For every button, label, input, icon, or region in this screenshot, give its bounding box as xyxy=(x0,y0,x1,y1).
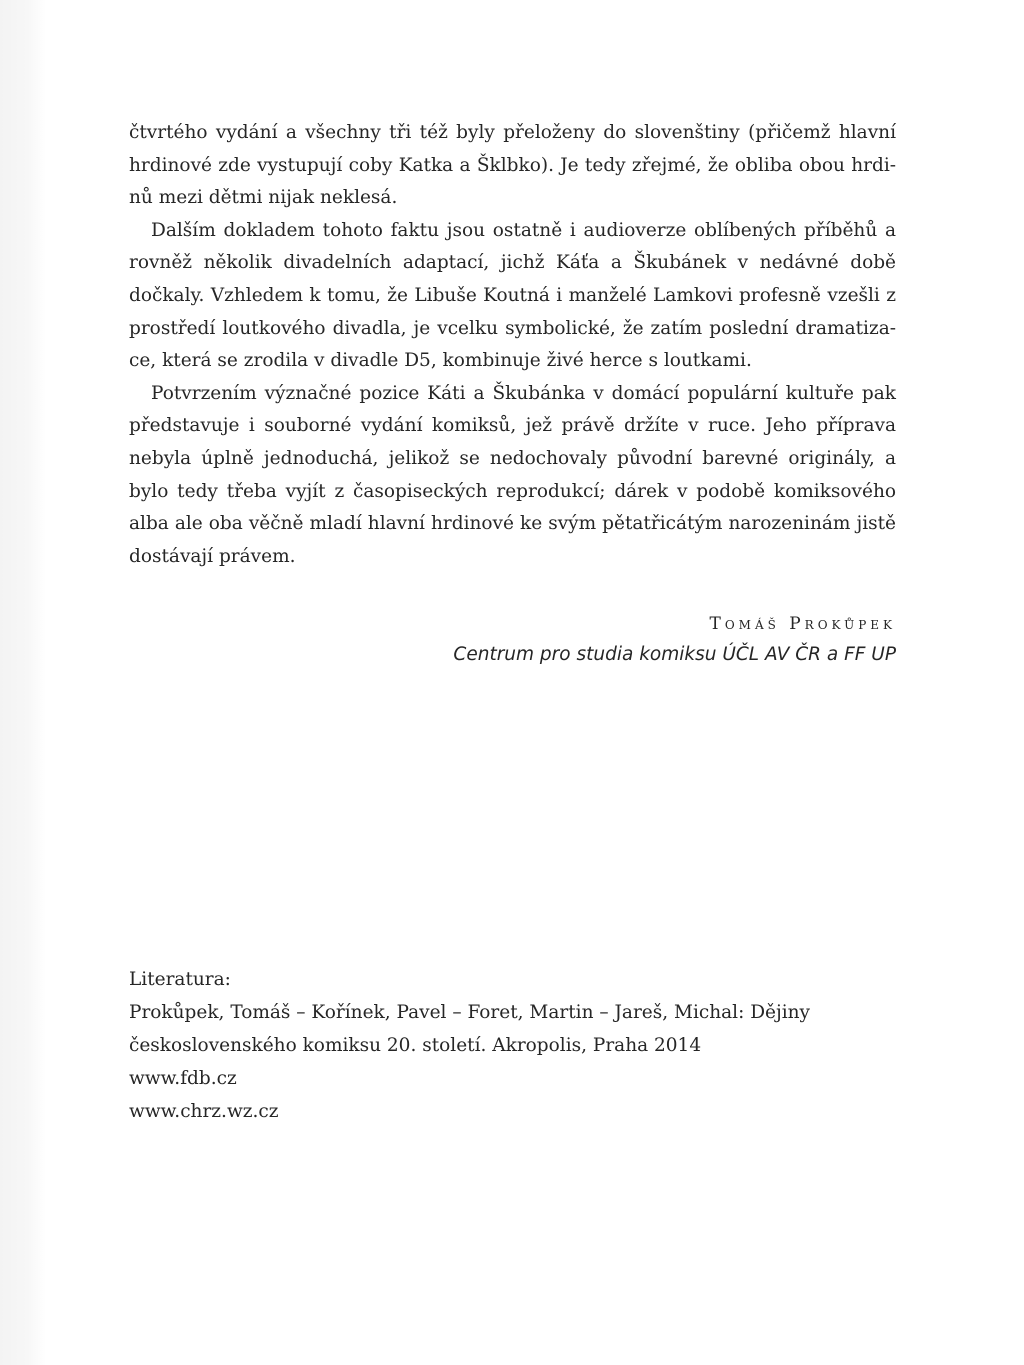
literature-link-fdb[interactable]: www.fdb.cz xyxy=(129,1068,237,1089)
literature-section xyxy=(129,963,896,1128)
paragraph-collected-edition: Potvrzením význačné pozice Káti a Škubánka v domácí populární kultuře pak představuje i souborné vydání komiksů, jež právě držíte v ruce. Jeho příprava nebyla úplně jednoduchá, jelikož se nedochovaly původní barevné originály, a bylo tedy třeba vyjít z časopiseckých reprodukcí; dárek v podobě komiksového alba ale oba věčně mladí hlavní hrdinové ke svým pětatřicátým narozeninám jistě dostávají právem. xyxy=(129,382,896,567)
author-name: Tomáš Prokůpek xyxy=(709,614,896,634)
paragraph-continued: čtvrtého vydání a všechny tři též byly přeloženy do slovenštiny (přičemž hlavní hrdinové zde vystupují coby Katka a Šklbko). Je tedy zřejmé, že obliba obou hrdinů mezi dětmi nijak neklesá. xyxy=(129,122,896,209)
body-text xyxy=(129,117,896,573)
literature-heading: Literatura: xyxy=(129,969,231,990)
literature-entry-line-1: Prokůpek, Tomáš – Kořínek, Pavel – Foret, Martin – Jareš, Michal: Dějiny xyxy=(129,1002,810,1023)
author-signature xyxy=(453,609,896,671)
literature-entry-line-2: československého komiksu 20. století. Akropolis, Praha 2014 xyxy=(129,1035,702,1056)
page-edge-shadow xyxy=(0,0,46,1365)
literature-link-chrz[interactable]: www.chrz.wz.cz xyxy=(129,1101,279,1122)
paragraph-adaptations: Dalším dokladem tohoto faktu jsou ostatně i audioverze oblíbených příběhů a rovněž několik divadelních adaptací, jichž Káťa a Škubánek v nedávné době dočkaly. Vzhledem k tomu, že Libuše Koutná i manželé Lamkovi profesně vzešli z prostředí loutkového divadla, je vcelku symbolické, že zatím poslední dramatizace, která se zrodila v divadle D5, kombinuje živé herce s loutkami. xyxy=(129,219,896,372)
author-affiliation: Centrum pro studia komiksu ÚČL AV ČR a FF UP xyxy=(453,644,896,665)
